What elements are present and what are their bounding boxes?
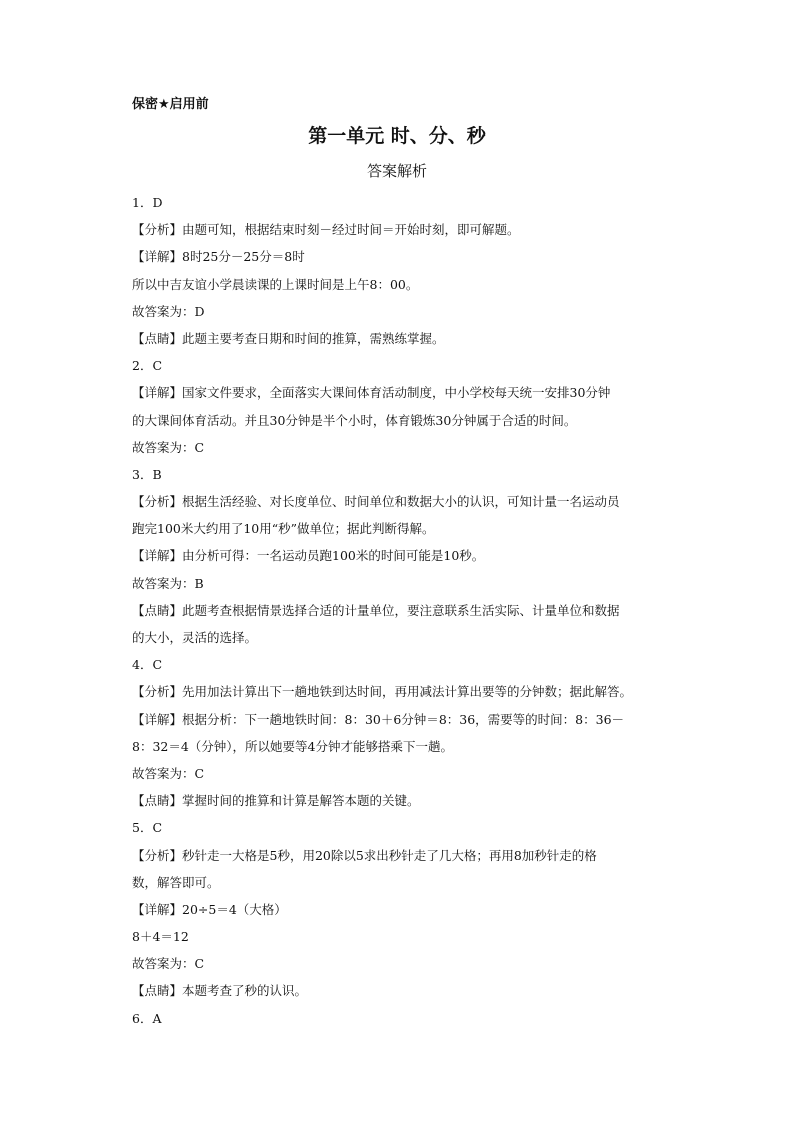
text-line: 【详解】国家文件要求，全面落实大课间体育活动制度，中小学校每天统一安排30分钟 [132,385,611,401]
text-line: 3．B [132,466,162,482]
text-line: 故答案为：C [132,765,205,781]
text-line: 故答案为：D [132,303,205,319]
text-line: 【分析】根据生活经验、对长度单位、时间单位和数据大小的认识，可知计量一名运动员 [132,494,620,510]
text-line: 【分析】由题可知，根据结束时刻－经过时间＝开始时刻，即可解题。 [132,222,520,238]
text-line: 1．D [132,195,163,210]
text-line: 所以中吉友谊小学晨读课的上课时间是上午8：00。 [132,276,419,292]
text-line: 5．C [132,820,163,836]
text-line: 故答案为：C [132,956,205,972]
text-line: 【分析】先用加法计算出下一趟地铁到达时间，再用减法计算出要等的分钟数；据此解答。 [132,684,633,700]
text-line: 【详解】8时25分－25分＝8时 [132,249,305,265]
text-line: 【点睛】掌握时间的推算和计算是解答本题的关键。 [132,793,420,809]
text-line: 【点睛】此题考查根据情景选择合适的计量单位，要注意联系生活实际、计量单位和数据 [132,602,620,618]
text-line: 8：32＝4（分钟），所以她要等4分钟才能够搭乘下一趟。 [132,738,454,754]
text-line: 的大课间体育活动。并且30分钟是半个小时，体育锻炼30分钟属于合适的时间。 [132,412,577,428]
text-line: 跑完100米大约用了10用“秒”做单位；据此判断得解。 [132,521,435,537]
text-line: 故答案为：B [132,575,204,591]
text-line: 数，解答即可。 [132,874,220,890]
text-line: 【分析】秒针走一大格是5秒，用20除以5求出秒针走了几大格；再用8加秒针走的格 [132,847,597,863]
text-line: 2．C [132,358,163,374]
answer-content [132,189,672,1032]
text-line: 6．A [132,1010,162,1026]
text-line: 4．C [132,657,163,673]
text-line: 【详解】20÷5＝4（大格） [132,901,287,917]
text-line: 【详解】由分析可得：一名运动员跑100米的时间可能是10秒。 [132,548,485,564]
confidential-label: 保密★启用前 [132,97,209,112]
text-line: 【点睛】本题考查了秒的认识。 [132,983,308,999]
text-line: 【详解】根据分析：下一趟地铁时间：8：30＋6分钟＝8：36，需要等的时间：8：36－ [132,711,625,727]
page-title: 第一单元 时、分、秒 [308,125,486,147]
page-subtitle: 答案解析 [366,162,427,180]
text-line: 【点睛】此题主要考查日期和时间的推算，需熟练掌握。 [132,330,445,346]
text-line: 8＋4＝12 [132,929,189,945]
text-line: 的大小，灵活的选择。 [132,630,258,645]
text-line: 故答案为：C [132,439,205,455]
